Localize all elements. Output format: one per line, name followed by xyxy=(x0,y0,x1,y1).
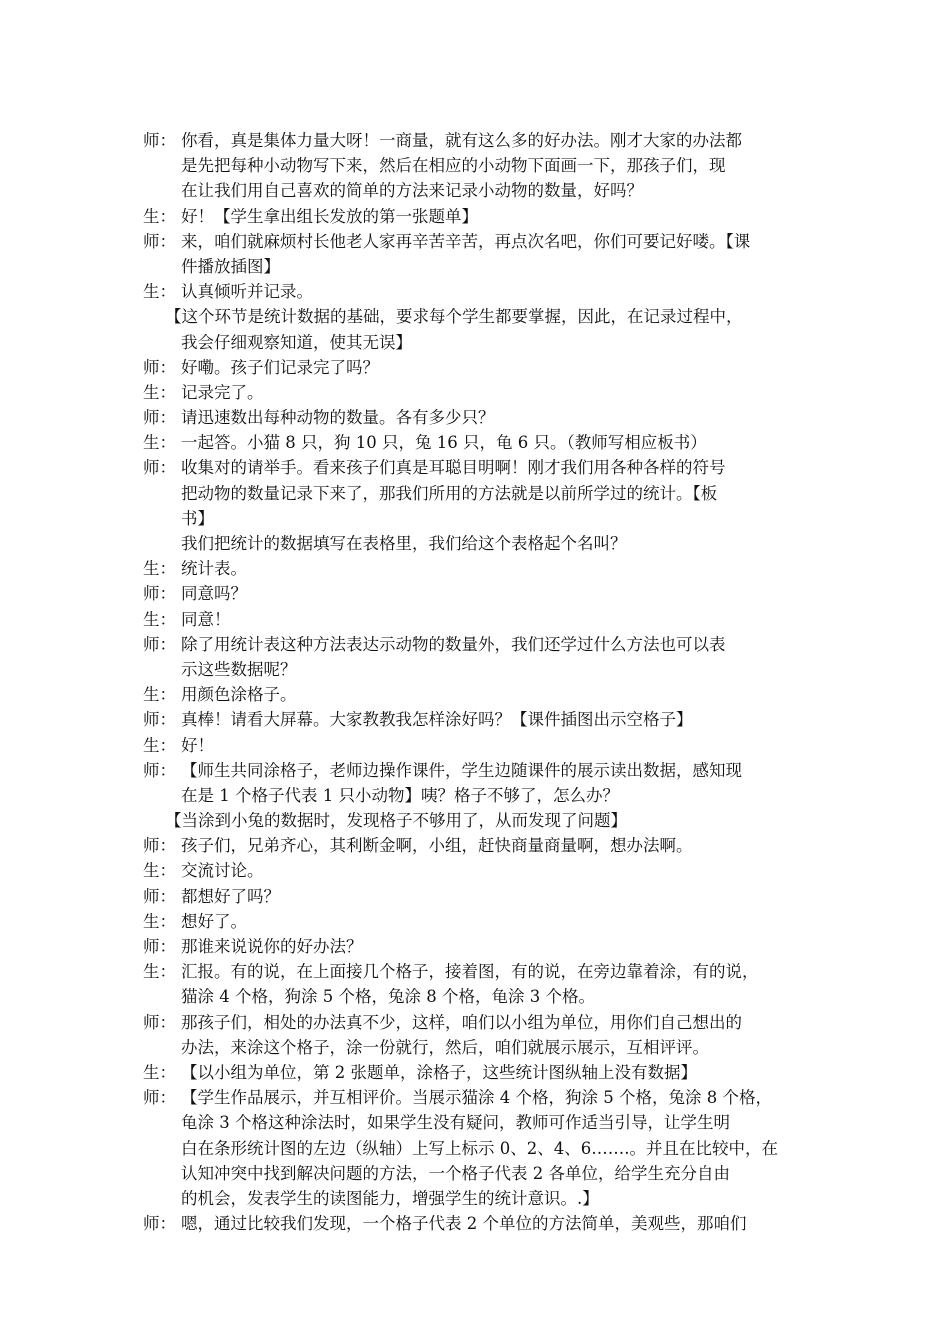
line-text: 是先把每种小动物写下来，然后在相应的小动物下面画一下，那孩子们，现 xyxy=(181,156,726,176)
speaker-label: 师： xyxy=(143,760,176,780)
line-text: 交流讨论。 xyxy=(181,861,264,881)
line-text: 好嘞。孩子们记录完了吗？ xyxy=(181,357,379,377)
continuation-line xyxy=(143,657,811,682)
line-text: 认真倾听并记录。 xyxy=(181,282,313,302)
line-text: 同意吗？ xyxy=(181,584,247,604)
continuation-line xyxy=(143,1161,811,1186)
speaker-label: 师： xyxy=(143,836,176,856)
speaker-label: 生： xyxy=(143,685,176,705)
dialogue-line xyxy=(143,128,811,153)
dialogue-line xyxy=(143,758,811,783)
line-text: 【这个环节是统计数据的基础，要求每个学生都要掌握，因此，在记录过程中， xyxy=(165,307,743,327)
dialogue-line xyxy=(143,430,811,455)
line-text: 在让我们用自己喜欢的简单的方法来记录小动物的数量，好吗？ xyxy=(181,181,643,201)
line-text: 好！ xyxy=(181,735,214,755)
document-page xyxy=(143,128,811,1236)
line-text: 孩子们，兄弟齐心，其利断金啊，小组，赶快商量商量啊，想办法啊。 xyxy=(181,836,693,856)
line-text: 猫涂 4 个格，狗涂 5 个格，兔涂 8 个格，龟涂 3 个格。 xyxy=(181,987,595,1007)
line-text: 请迅速数出每种动物的数量。各有多少只？ xyxy=(181,408,495,428)
continuation-line xyxy=(143,254,811,279)
dialogue-line xyxy=(143,607,811,632)
line-text: 你看，真是集体力量大呀！一商量，就有这么多的好办法。刚才大家的办法都 xyxy=(181,131,742,150)
dialogue-line xyxy=(143,934,811,959)
speaker-label: 生： xyxy=(143,282,176,302)
dialogue-line xyxy=(143,858,811,883)
continuation-line xyxy=(143,984,811,1009)
speaker-label: 生： xyxy=(143,735,176,755)
dialogue-line xyxy=(143,959,811,984)
line-text: 示这些数据呢？ xyxy=(181,659,297,679)
speaker-label: 生： xyxy=(143,1062,176,1082)
dialogue-line xyxy=(143,632,811,657)
continuation-line xyxy=(143,178,811,203)
speaker-label: 师： xyxy=(143,584,176,604)
speaker-label: 师： xyxy=(143,1214,176,1234)
speaker-label: 生： xyxy=(143,861,176,881)
dialogue-line xyxy=(143,1010,811,1035)
line-text: 想好了。 xyxy=(181,911,247,931)
line-text: 白在条形统计图的左边（纵轴）上写上标示 0、2、4、6…….。并且在比较中，在 xyxy=(181,1138,778,1158)
speaker-label: 师： xyxy=(143,131,176,150)
dialogue-line xyxy=(143,682,811,707)
dialogue-line xyxy=(143,1085,811,1110)
speaker-label: 师： xyxy=(143,710,176,730)
dialogue-line xyxy=(143,833,811,858)
line-text: 真棒！请看大屏幕。大家教教我怎样涂好吗？【课件插图出示空格子】 xyxy=(181,710,693,730)
continuation-line xyxy=(143,1136,811,1161)
line-text: 收集对的请举手。看来孩子们真是耳聪目明啊！刚才我们用各种各样的符号 xyxy=(181,458,726,478)
line-text: 我们把统计的数据填写在表格里，我们给这个表格起个名叫？ xyxy=(181,534,627,553)
line-text: 书】 xyxy=(181,508,214,528)
dialogue-line xyxy=(143,909,811,934)
dialogue-line xyxy=(143,884,811,909)
speaker-label: 生： xyxy=(143,962,176,982)
line-text: 【师生共同涂格子，老师边操作课件，学生边随课件的展示读出数据，感知现 xyxy=(181,760,742,780)
speaker-label: 师： xyxy=(143,458,176,478)
continuation-line xyxy=(143,1110,811,1135)
dialogue-line xyxy=(143,581,811,606)
speaker-label: 生： xyxy=(143,911,176,931)
continuation-line xyxy=(143,1186,811,1211)
speaker-label: 师： xyxy=(143,357,176,377)
line-text: 办法，来涂这个格子，涂一份就行，然后，咱们就展示展示，互相评评。 xyxy=(181,1037,709,1057)
continuation-line xyxy=(143,330,811,355)
line-text: 那孩子们，相处的办法真不少，这样，咱们以小组为单位，用你们自己想出的 xyxy=(181,1012,742,1032)
speaker-label: 师： xyxy=(143,634,176,654)
line-text: 用颜色涂格子。 xyxy=(181,685,297,705)
line-text: 汇报。有的说，在上面接几个格子，接着图，有的说，在旁边靠着涂，有的说， xyxy=(181,962,759,982)
continuation-line xyxy=(143,531,811,556)
speaker-label: 师： xyxy=(143,408,176,428)
line-text: 我会仔细观察知道，使其无误】 xyxy=(181,332,412,352)
dialogue-line xyxy=(143,1060,811,1085)
speaker-label: 生： xyxy=(143,206,176,226)
line-text: 来，咱们就麻烦村长他老人家再辛苦辛苦，再点次名吧，你们可要记好喽。【课 xyxy=(181,231,751,251)
line-text: 都想好了吗？ xyxy=(181,886,280,906)
speaker-label: 生： xyxy=(143,382,176,402)
line-text: 同意！ xyxy=(181,609,231,629)
dialogue-line xyxy=(143,355,811,380)
line-text: 统计表。 xyxy=(181,559,247,579)
note-line xyxy=(143,808,811,833)
speaker-label: 师： xyxy=(143,1012,176,1032)
dialogue-line xyxy=(143,1211,811,1236)
speaker-label: 师： xyxy=(143,1088,176,1108)
line-text: 记录完了。 xyxy=(181,382,264,402)
dialogue-line xyxy=(143,707,811,732)
dialogue-line xyxy=(143,455,811,480)
speaker-label: 生： xyxy=(143,559,176,579)
dialogue-line xyxy=(143,556,811,581)
dialogue-line xyxy=(143,229,811,254)
speaker-label: 师： xyxy=(143,937,176,956)
line-text: 【学生作品展示，并互相评价。当展示猫涂 4 个格，狗涂 5 个格，兔涂 8 个格， xyxy=(181,1088,772,1108)
line-text: 把动物的数量记录下来了，那我们所用的方法就是以前所学过的统计。【板 xyxy=(181,483,718,503)
speaker-label: 生： xyxy=(143,609,176,629)
speaker-label: 生： xyxy=(143,433,176,453)
dialogue-line xyxy=(143,405,811,430)
line-text: 除了用统计表这种方法表达示动物的数量外，我们还学过什么方法也可以表 xyxy=(181,634,726,654)
note-line xyxy=(143,304,811,329)
line-text: 【当涂到小兔的数据时，发现格子不够用了，从而发现了问题】 xyxy=(165,811,627,831)
dialogue-line xyxy=(143,279,811,304)
continuation-line xyxy=(143,481,811,506)
line-text: 那谁来说说你的好办法？ xyxy=(181,937,363,956)
line-text: 一起答。小猫 8 只，狗 10 只，兔 16 只，龟 6 只。（教师写相应板书） xyxy=(181,433,707,453)
line-text: 好！【学生拿出组长发放的第一张题单】 xyxy=(181,206,478,226)
continuation-line xyxy=(143,1035,811,1060)
dialogue-line xyxy=(143,380,811,405)
line-text: 的机会，发表学生的读图能力，增强学生的统计意识。.】 xyxy=(181,1188,599,1208)
line-text: 嗯，通过比较我们发现，一个格子代表 2 个单位的方法简单，美观些，那咱们 xyxy=(181,1214,747,1234)
continuation-line xyxy=(143,506,811,531)
line-text: 认知冲突中找到解决问题的方法，一个格子代表 2 各单位，给学生充分自由 xyxy=(181,1163,730,1183)
continuation-line xyxy=(143,153,811,178)
line-text: 龟涂 3 个格这种涂法时，如果学生没有疑问，教师可作适当引导，让学生明 xyxy=(181,1113,730,1133)
dialogue-line xyxy=(143,204,811,229)
speaker-label: 师： xyxy=(143,886,176,906)
speaker-label: 师： xyxy=(143,231,176,251)
line-text: 件播放插图】 xyxy=(181,256,280,276)
line-text: 在是 1 个格子代表 1 只小动物】咦？格子不够了，怎么办？ xyxy=(181,785,619,805)
dialogue-line xyxy=(143,733,811,758)
continuation-line xyxy=(143,783,811,808)
line-text: 【以小组为单位，第 2 张题单，涂格子，这些统计图纵轴上没有数据】 xyxy=(181,1062,697,1082)
